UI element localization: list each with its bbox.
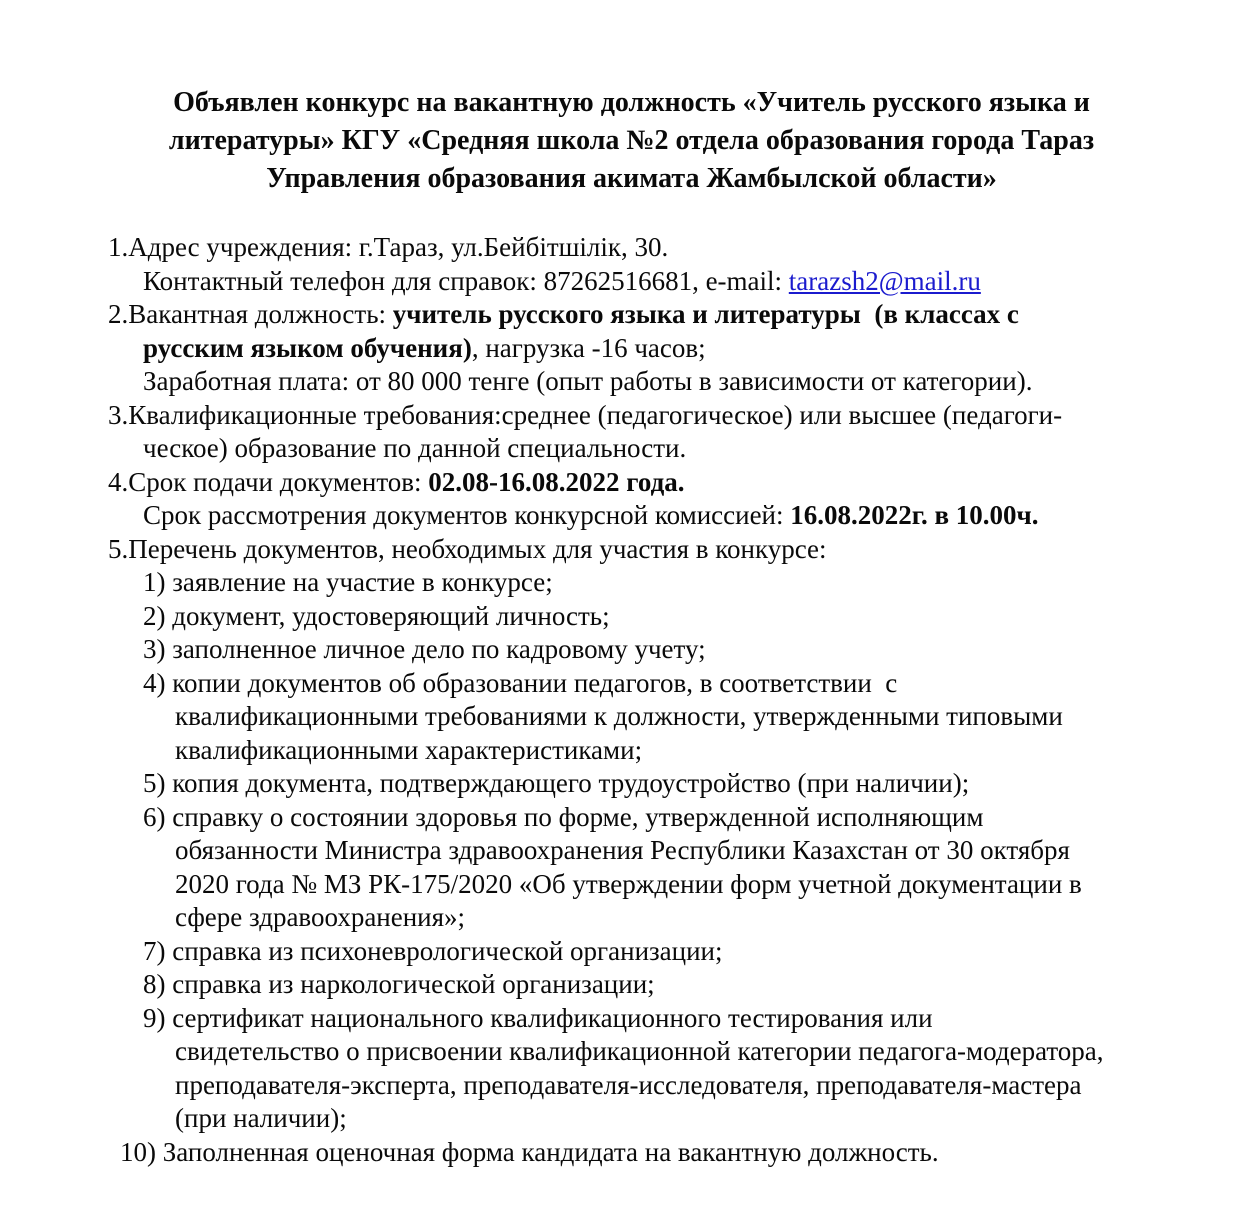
text: 7) справка из психоневрологической организации;: [143, 935, 723, 966]
text: 9) сертификат национального квалификационного тестирования или: [143, 1002, 933, 1033]
text: 4.Срок подачи документов:: [108, 466, 429, 497]
text-line: [143, 633, 1155, 667]
text: Срок рассмотрения документов конкурсной комиссией:: [143, 500, 791, 530]
text-line: [143, 801, 1155, 835]
text-line: [143, 767, 1155, 801]
text: квалификационными требованиями к должности, утвержденными типовыми: [175, 701, 1063, 731]
document-body: [108, 231, 1155, 1169]
text-line: [143, 365, 1155, 399]
text: 1.Адрес учреждения: г.Тараз, ул.Бейбітшілік, 30.: [108, 232, 669, 262]
text-line: [108, 399, 1155, 433]
text-line: [108, 231, 1155, 265]
text-line: [175, 1102, 1155, 1136]
text: 2020 года № МЗ РК-175/2020 «Об утверждении форм учетной документации в: [175, 868, 1082, 899]
text-line: [143, 432, 1155, 466]
text: свидетельство о присвоении квалификационной категории педагога-модератора,: [175, 1036, 1104, 1066]
text-line: [175, 1069, 1155, 1103]
text: 2) документ, удостоверяющий личность;: [143, 600, 610, 631]
text-line: [143, 499, 1155, 533]
text: 5.Перечень документов, необходимых для участия в конкурсе:: [108, 533, 827, 564]
text: 3) заполненное личное дело по кадровому учету;: [143, 634, 706, 664]
text-line: [175, 1035, 1155, 1069]
text-line: [120, 1136, 1155, 1170]
title-line: литературы» КГУ «Средняя школа №2 отдела образования города Тараз: [168, 125, 1095, 156]
text: обязанности Министра здравоохранения Республики Казахстан от 30 октября: [175, 835, 1070, 865]
text-line: [175, 901, 1155, 935]
text-line: [143, 935, 1155, 969]
text: 10) Заполненная оценочная форма кандидата на вакантную должность.: [120, 1136, 939, 1167]
title-line: Объявлен конкурс на вакантную должность «Учитель русского языка и: [173, 87, 1090, 118]
text-line: [143, 265, 1155, 299]
text-line: [108, 466, 1155, 500]
text-line: [143, 332, 1155, 366]
text-line: [175, 700, 1155, 734]
email-link[interactable]: tarazsh2@mail.ru: [788, 265, 981, 296]
text: 8) справка из наркологической организации;: [143, 969, 655, 999]
text-line: [108, 533, 1155, 567]
text-line: [175, 834, 1155, 868]
text: 2.Вакантная должность:: [108, 299, 393, 329]
text: , нагрузка -16 часов;: [471, 332, 706, 363]
text: сфере здравоохранения»;: [175, 902, 466, 932]
text: 1) заявление на участие в конкурсе;: [143, 567, 553, 597]
text: (при наличии);: [175, 1103, 347, 1133]
text: ческое) образование по данной специальности.: [143, 433, 687, 463]
text: Контактный телефон для справок: 87262516681, e-mail:: [143, 265, 789, 296]
bold-text: 02.08-16.08.2022 года.: [428, 466, 685, 497]
text: преподавателя-эксперта, преподавателя-исследователя, преподавателя-мастера: [175, 1069, 1082, 1100]
text-line: [143, 667, 1155, 701]
text-line: [175, 734, 1155, 768]
document-title: [108, 84, 1155, 198]
text-line: [108, 298, 1155, 332]
text-line: [143, 968, 1155, 1002]
text-line: [143, 600, 1155, 634]
text: квалификационными характеристиками;: [175, 734, 643, 765]
title-line: Управления образования акимата Жамбылской области»: [266, 163, 997, 194]
text-line: [143, 1002, 1155, 1036]
text-line: [143, 566, 1155, 600]
text: 3.Квалификационные требования:среднее (педагогическое) или высшее (педагоги-: [108, 399, 1063, 430]
text: 6) справку о состоянии здоровья по форме, утвержденной исполняющим: [143, 801, 984, 832]
bold-text: учитель русского языка и литературы (в классах с: [392, 299, 1019, 329]
text: Заработная плата: от 80 000 тенге (опыт работы в зависимости от категории).: [143, 366, 1033, 396]
text: 4) копии документов об образовании педагогов, в соответствии с: [143, 667, 898, 698]
bold-text: 16.08.2022г. в 10.00ч.: [790, 500, 1039, 530]
text-line: [175, 868, 1155, 902]
text: 5) копия документа, подтверждающего трудоустройство (при наличии);: [143, 768, 970, 798]
bold-text: русским языком обучения): [143, 332, 472, 363]
